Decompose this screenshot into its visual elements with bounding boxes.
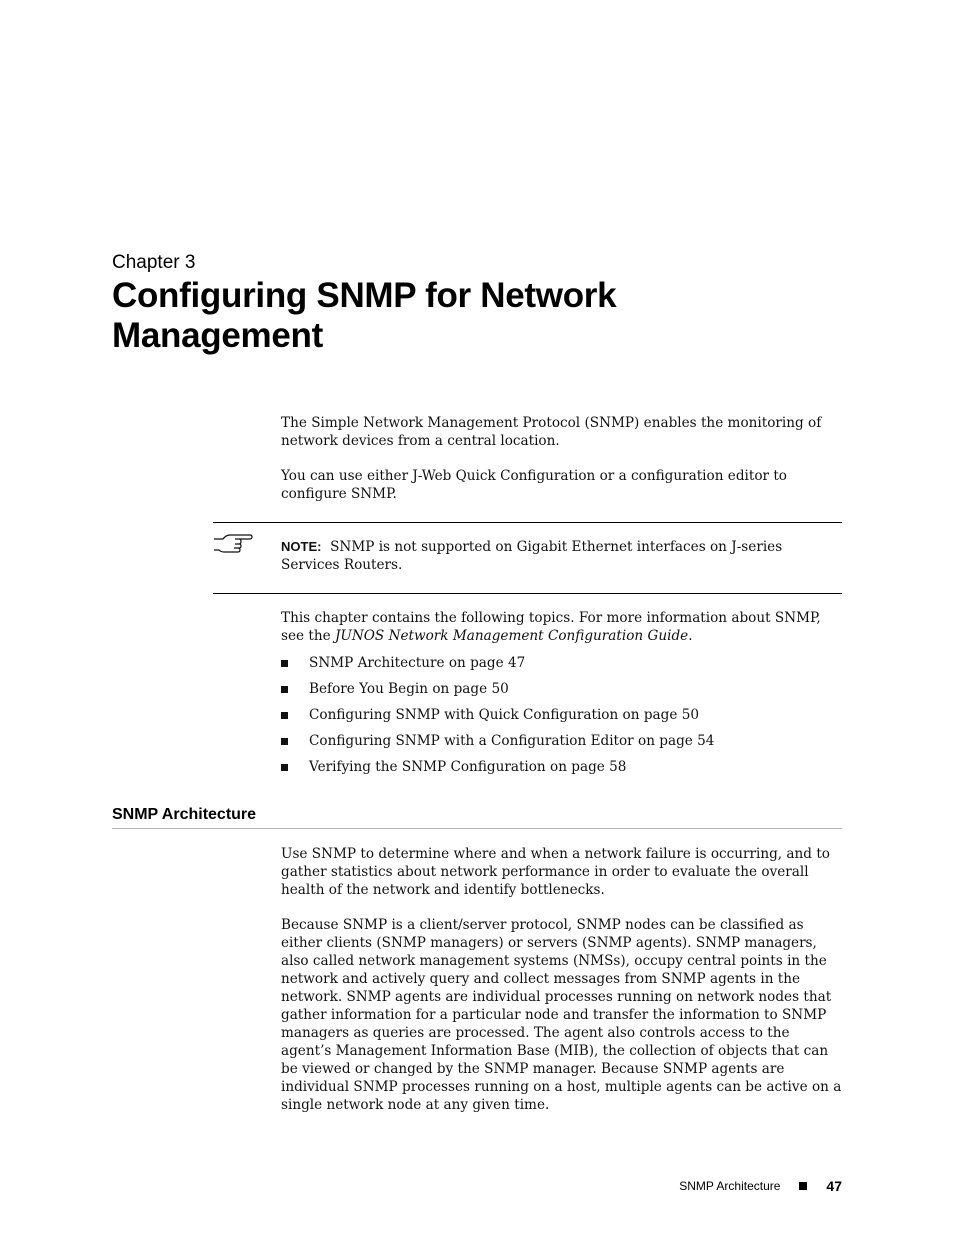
bullet-icon <box>281 686 288 693</box>
footer-separator-icon <box>799 1182 807 1190</box>
chapter-title <box>112 276 812 356</box>
intro-paragraph-1: The Simple Network Management Protocol (SNMP) enables the monitoring of network devices from a central location. <box>281 415 822 449</box>
page-number: 47 <box>826 1178 842 1194</box>
topic-item-configuration-editor[interactable]: Configuring SNMP with a Configuration Editor on page 54 <box>281 732 843 758</box>
section-paragraph-1: Use SNMP to determine where and when a network failure is occurring, and to gather statistics about network performance in order to evaluate the overall health of the network and identify bottlenecks. <box>281 846 830 898</box>
note-bottom-rule <box>213 593 842 594</box>
topic-item-before-you-begin[interactable]: Before You Begin on page 50 <box>281 680 843 706</box>
section-heading: SNMP Architecture <box>112 806 257 823</box>
bullet-icon <box>281 738 288 745</box>
intro-paragraph-2: You can use either J-Web Quick Configuration or a configuration editor to configure SNMP. <box>281 468 787 502</box>
bullet-icon <box>281 660 288 667</box>
section-paragraph-2: Because SNMP is a client/server protocol, SNMP nodes can be classified as either clients (SNMP managers) or servers (SNMP agents). SNMP managers, also called network management systems (NMSs), occupy central points in the network and actively query and collect messages from SNMP agents in the network. SNMP agents are individual processes running on network nodes that gather information for a particular node and transfer the information to SNMP managers as queries are processed. The agent also controls access to the agent’s Management Information Base (MIB), the collection of objects that can be viewed or changed by the SNMP manager. Because SNMP agents are individual SNMP processes running on a host, multiple agents can be active on a single network node at any given time. <box>281 917 842 1113</box>
chapter-label: Chapter 3 <box>112 252 196 273</box>
footer-section-name: SNMP Architecture <box>679 1179 781 1193</box>
bullet-icon <box>281 712 288 719</box>
guide-reference: JUNOS Network Management Configuration Guide <box>334 628 689 644</box>
topic-item-verifying[interactable]: Verifying the SNMP Configuration on page 58 <box>281 758 843 784</box>
topic-item-quick-configuration[interactable]: Configuring SNMP with Quick Configuration on page 50 <box>281 706 843 732</box>
note-text: NOTE: SNMP is not supported on Gigabit Ethernet interfaces on J-series Services Routers. <box>281 539 783 573</box>
page-footer <box>679 1178 842 1194</box>
topic-list <box>281 654 843 784</box>
topics-intro: This chapter contains the following topics. For more information about SNMP, see the JUNOS Network Management Configuration Guide. <box>281 610 821 644</box>
chapter-title-line-2: Management <box>112 316 323 355</box>
note-top-rule <box>213 522 842 523</box>
topic-item-snmp-architecture[interactable]: SNMP Architecture on page 47 <box>281 654 843 680</box>
section-rule <box>112 828 842 829</box>
note-label: NOTE: <box>281 539 322 554</box>
pointing-hand-icon <box>213 532 253 554</box>
chapter-title-line-1: Configuring SNMP for Network <box>112 276 617 315</box>
bullet-icon <box>281 764 288 771</box>
